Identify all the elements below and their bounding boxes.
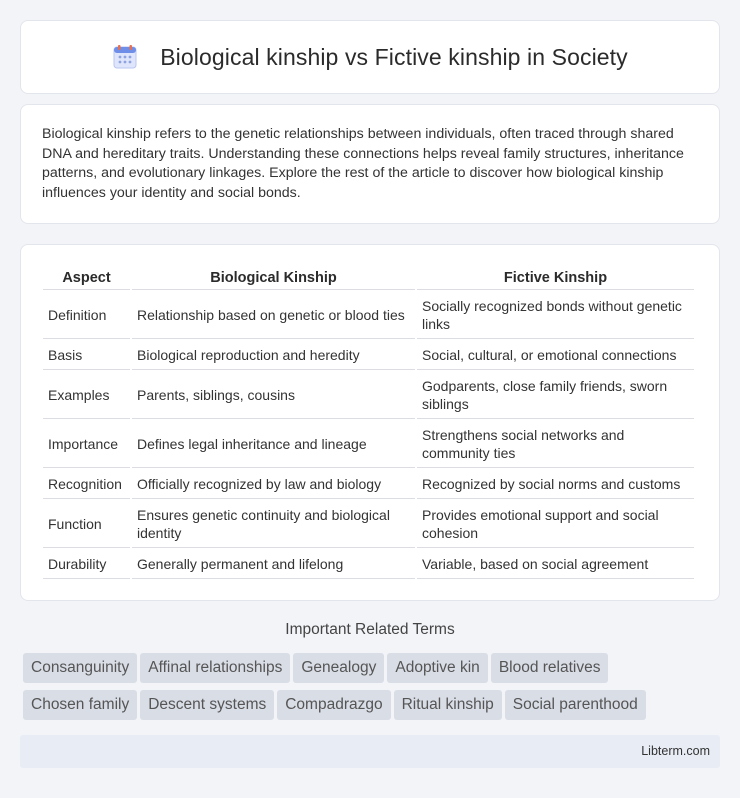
table-cell: Generally permanent and lifelong — [132, 550, 415, 579]
related-terms-title: Important Related Terms — [285, 621, 455, 638]
related-term-tag[interactable]: Consanguinity — [23, 653, 137, 683]
table-cell: Variable, based on social agreement — [417, 550, 694, 579]
related-term-tag[interactable]: Chosen family — [23, 690, 137, 720]
table-row — [43, 372, 694, 419]
table-header-row — [43, 267, 694, 290]
related-term-tag[interactable]: Descent systems — [140, 690, 274, 720]
table-cell: Defines legal inheritance and lineage — [132, 421, 415, 468]
related-term-tag[interactable]: Blood relatives — [491, 653, 609, 683]
table-cell: Parents, siblings, cousins — [132, 372, 415, 419]
calendar-icon — [112, 44, 138, 70]
header-card — [20, 20, 720, 94]
table-row — [43, 550, 694, 579]
table-cell: Socially recognized bonds without genetic links — [417, 292, 694, 339]
table-cell: Basis — [43, 341, 130, 370]
table-cell: Recognition — [43, 470, 130, 499]
column-header-fictive: Fictive Kinship — [417, 267, 694, 290]
table-cell: Ensures genetic continuity and biological identity — [132, 501, 415, 548]
table-cell: Social, cultural, or emotional connections — [417, 341, 694, 370]
table-cell: Officially recognized by law and biology — [132, 470, 415, 499]
table-cell: Godparents, close family friends, sworn siblings — [417, 372, 694, 419]
related-terms-list — [23, 653, 723, 727]
table-cell: Provides emotional support and social cohesion — [417, 501, 694, 548]
comparison-table-card — [20, 244, 720, 601]
table-cell: Definition — [43, 292, 130, 339]
table-row — [43, 421, 694, 468]
related-term-tag[interactable]: Compadrazgo — [277, 690, 390, 720]
related-term-tag[interactable]: Social parenthood — [505, 690, 646, 720]
table-row — [43, 341, 694, 370]
column-header-biological: Biological Kinship — [132, 267, 415, 290]
table-cell: Function — [43, 501, 130, 548]
table-cell: Strengthens social networks and community ties — [417, 421, 694, 468]
table-cell: Biological reproduction and heredity — [132, 341, 415, 370]
related-term-tag[interactable]: Genealogy — [293, 653, 384, 683]
table-row — [43, 501, 694, 548]
related-term-tag[interactable]: Ritual kinship — [394, 690, 502, 720]
column-header-aspect: Aspect — [43, 267, 130, 290]
table-row — [43, 292, 694, 339]
intro-text: Biological kinship refers to the genetic relationships between individuals, often traced through shared DNA and hereditary traits. Understanding these connections helps reveal family structures, inheritance patterns, and evolutionary linkages. Explore the rest of the article to discover how biological kinship influences your identity and social bonds. — [42, 126, 684, 201]
related-term-tag[interactable]: Affinal relationships — [140, 653, 290, 683]
intro-card — [20, 104, 720, 224]
footer-site-link[interactable]: Libterm.com — [641, 744, 710, 758]
table-cell: Relationship based on genetic or blood ties — [132, 292, 415, 339]
table-cell: Examples — [43, 372, 130, 419]
table-cell: Importance — [43, 421, 130, 468]
related-term-tag[interactable]: Adoptive kin — [387, 653, 487, 683]
table-cell: Durability — [43, 550, 130, 579]
table-cell: Recognized by social norms and customs — [417, 470, 694, 499]
comparison-table — [41, 265, 696, 581]
page-title: Biological kinship vs Fictive kinship in Society — [160, 43, 628, 70]
table-row — [43, 470, 694, 499]
footer — [20, 735, 720, 768]
